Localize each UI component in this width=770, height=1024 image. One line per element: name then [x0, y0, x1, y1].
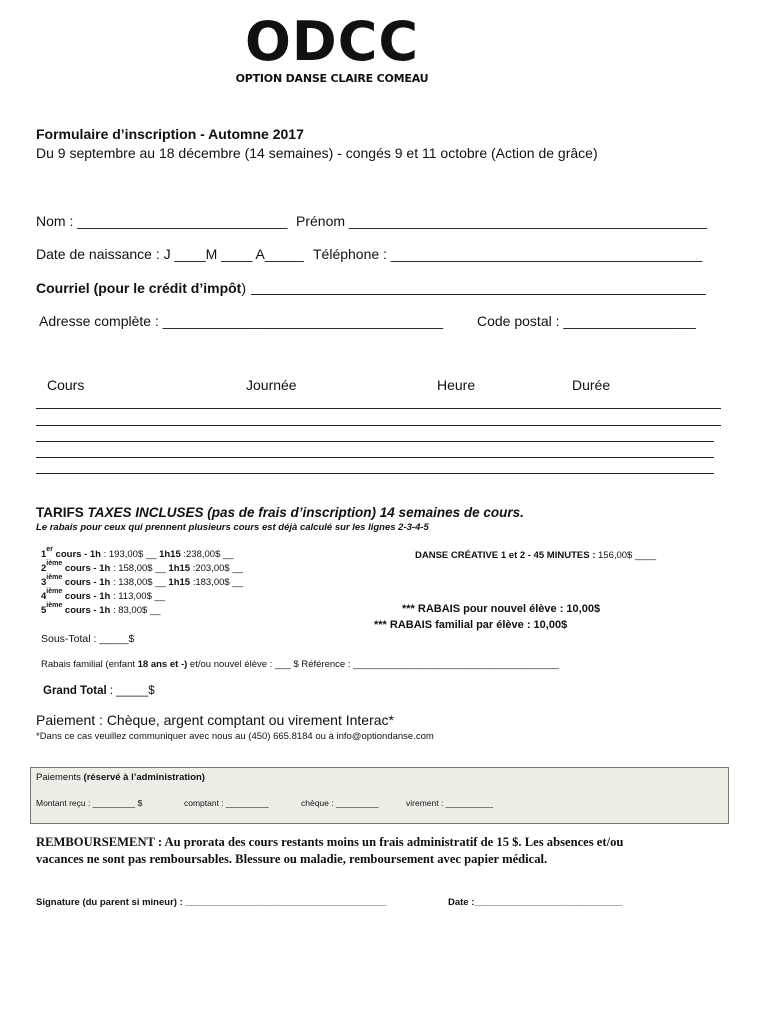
- logo: [232, 10, 432, 85]
- col-heure: Heure: [437, 377, 476, 393]
- sous-total[interactable]: Sous-Total : _____$: [41, 633, 135, 645]
- adresse-field[interactable]: Adresse complète : ____________________________________: [39, 313, 444, 329]
- rabais-familial: *** RABAIS familial par élève : 10,00$: [374, 619, 568, 631]
- course-line-2[interactable]: [36, 425, 721, 426]
- course-line-4[interactable]: [36, 457, 714, 458]
- tarif-row: 2ième cours - 1h : 158,00$ __ 1h15 :203,00$ __: [41, 560, 243, 574]
- courriel-field[interactable]: [251, 294, 706, 295]
- col-journee: Journée: [246, 377, 297, 393]
- rabais-nouvel: *** RABAIS pour nouvel élève : 10,00$: [402, 603, 601, 615]
- admin-comptant[interactable]: comptant : _________: [184, 798, 269, 808]
- paiement-title: Paiement : Chèque, argent comptant ou virement Interac*: [36, 712, 394, 728]
- grand-total[interactable]: Grand Total : _____$: [43, 685, 155, 697]
- course-line-3[interactable]: [36, 441, 714, 442]
- admin-virement[interactable]: virement : __________: [406, 798, 493, 808]
- signature-field[interactable]: Signature (du parent si mineur) : ______________________________________: [36, 897, 387, 908]
- course-line-5[interactable]: [36, 473, 714, 474]
- col-duree: Durée: [572, 377, 611, 393]
- admin-montant[interactable]: Montant reçu : _________ $: [36, 798, 143, 808]
- col-cours: Cours: [47, 377, 85, 393]
- nom-field[interactable]: Nom : ___________________________: [36, 213, 288, 229]
- course-line-1[interactable]: [36, 408, 721, 409]
- form-subtitle: Du 9 septembre au 18 décembre (14 semaines) - congés 9 et 11 octobre (Action de grâce): [36, 145, 598, 161]
- tarifs-title: TARIFS TAXES INCLUSES (pas de frais d’inscription) 14 semaines de cours.: [36, 505, 524, 520]
- logo-main: ODCC: [245, 10, 419, 73]
- courriel-label: Courriel (pour le crédit d’impôt): [36, 280, 247, 296]
- admin-title: Paiements (réservé à l’administration): [36, 772, 205, 783]
- form-title: Formulaire d’inscription - Automne 2017: [36, 126, 304, 142]
- paiement-note: *Dans ce cas veuillez communiquer avec nous au (450) 665.8184 ou à info@optiondanse.com: [36, 731, 434, 742]
- remboursement-line2: vacances ne sont pas remboursables. Blessure ou maladie, remboursement avec papier médical.: [36, 852, 548, 866]
- logo-subtitle: OPTION DANSE CLAIRE COMEAU: [235, 72, 429, 85]
- tarif-row: 1er cours - 1h : 193,00$ __ 1h15 :238,00$ __: [41, 546, 234, 560]
- telephone-field[interactable]: Téléphone : ________________________________________: [313, 246, 703, 262]
- tarif-row: 4ième cours - 1h : 113,00$ __: [41, 588, 166, 602]
- admin-cheque[interactable]: chèque : _________: [301, 798, 379, 808]
- code-postal-field[interactable]: Code postal : _________________: [477, 313, 696, 329]
- tarifs-list: [41, 548, 243, 618]
- tarifs-note: Le rabais pour ceux qui prennent plusieurs cours est déjà calculé sur les lignes 2-3-4-5: [36, 522, 429, 533]
- tarif-row: 3ième cours - 1h : 138,00$ __ 1h15 :183,00$ __: [41, 574, 243, 588]
- prenom-field[interactable]: Prénom ______________________________________________: [296, 213, 708, 229]
- rabais-reference-line[interactable]: Rabais familial (enfant 18 ans et -) et/ou nouvel élève : ___ $ Référence : _______________________________________: [41, 659, 560, 670]
- date-field[interactable]: Date :____________________________: [448, 897, 623, 908]
- tarif-row: 5ième cours - 1h : 83,00$ __: [41, 602, 161, 616]
- naissance-field[interactable]: Date de naissance : J ____M ____ A_____: [36, 246, 304, 262]
- danse-creative: DANSE CRÉATIVE 1 et 2 - 45 MINUTES : 156,00$ ____: [415, 550, 657, 561]
- remboursement-line1: REMBOURSEMENT : Au prorata des cours restants moins un frais administratif de 15 $. Les absences et/ou: [36, 835, 624, 849]
